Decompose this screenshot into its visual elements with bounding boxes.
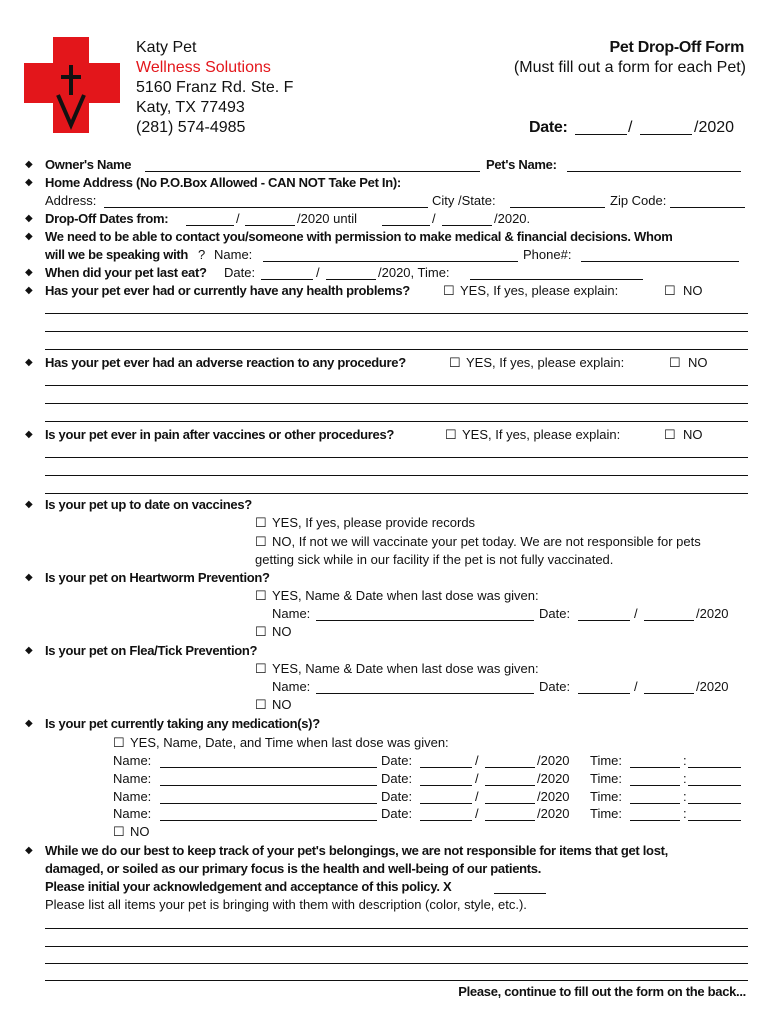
bullet-icon: ◆	[25, 177, 33, 188]
pain-no-checkbox[interactable]: ☐	[664, 427, 676, 442]
address-field[interactable]	[104, 207, 428, 208]
meds-month-field[interactable]	[420, 767, 472, 768]
contact-question-line1: We need to be able to contact you/someone with permission to make medical & financial decisions. Whom	[45, 229, 673, 244]
meds-sep: /	[475, 789, 479, 804]
meds-no-checkbox[interactable]: ☐	[113, 824, 125, 839]
pain-yes-checkbox[interactable]: ☐	[445, 427, 457, 442]
bullet-icon: ◆	[25, 845, 33, 856]
health-yes-label: YES, If yes, please explain:	[460, 283, 619, 298]
vaccines-yes-checkbox[interactable]: ☐	[255, 515, 267, 530]
adverse-explain-line[interactable]	[45, 385, 748, 386]
city-state-field[interactable]	[510, 207, 605, 208]
adverse-explain-line[interactable]	[45, 403, 748, 404]
meds-colon: :	[683, 771, 687, 786]
meds-month-field[interactable]	[420, 785, 472, 786]
flea-day-field[interactable]	[644, 693, 694, 694]
heartworm-year: /2020	[696, 606, 729, 621]
date-year: /2020	[694, 119, 735, 136]
heartworm-question: Is your pet on Heartworm Prevention?	[45, 570, 270, 585]
meds-day-field[interactable]	[485, 803, 535, 804]
meds-sep: /	[475, 753, 479, 768]
pain-explain-line[interactable]	[45, 475, 748, 476]
meds-date-label: Date:	[381, 753, 413, 768]
date-month-field[interactable]	[575, 134, 627, 135]
contact-phone-field[interactable]	[581, 261, 739, 262]
flea-sep: /	[634, 679, 638, 694]
meds-date-label: Date:	[381, 806, 413, 821]
dropoff-sep: /	[236, 211, 240, 226]
footer-continue-note: Please, continue to fill out the form on the back...	[458, 984, 746, 999]
meds-hour-field[interactable]	[630, 820, 680, 821]
meds-time-label: Time:	[590, 771, 623, 786]
belongings-list-prompt: Please list all items your pet is bringing with them with description (color, style, etc.).	[45, 897, 527, 912]
vaccines-no-label: NO, If not we will vaccinate your pet today. We are not responsible for pets	[272, 534, 701, 549]
last-eat-year-time: /2020, Time:	[378, 265, 450, 280]
bullet-icon: ◆	[25, 499, 33, 510]
meds-time-label: Time:	[590, 806, 623, 821]
meds-minute-field[interactable]	[688, 785, 741, 786]
bullet-icon: ◆	[25, 267, 33, 278]
flea-question: Is your pet on Flea/Tick Prevention?	[45, 643, 258, 658]
heartworm-no-label: NO	[272, 624, 292, 639]
heartworm-name-field[interactable]	[316, 620, 534, 621]
belongings-policy-line1: While we do our best to keep track of your pet's belongings, we are not responsible for items that get lost,	[45, 843, 668, 858]
pain-yes-label: YES, If yes, please explain:	[462, 427, 621, 442]
dropoff-year: /2020.	[494, 211, 531, 226]
adverse-no-label: NO	[688, 355, 708, 370]
adverse-explain-line[interactable]	[45, 421, 748, 422]
belongings-policy-line2: damaged, or soiled as our primary focus is the health and well-being of our patients.	[45, 861, 542, 876]
flea-month-field[interactable]	[578, 693, 630, 694]
vaccines-no-checkbox[interactable]: ☐	[255, 534, 267, 549]
health-no-label: NO	[683, 283, 703, 298]
clinic-address-line1: 5160 Franz Rd. Ste. F	[136, 79, 294, 96]
bullet-icon: ◆	[25, 231, 33, 242]
contact-name-label: Name:	[214, 247, 253, 262]
meds-colon: :	[683, 806, 687, 821]
health-yes-checkbox[interactable]: ☐	[443, 283, 455, 298]
last-eat-date-label: Date:	[224, 265, 256, 280]
dropoff-to-day-field[interactable]	[442, 225, 492, 226]
meds-month-field[interactable]	[420, 803, 472, 804]
meds-name-label: Name:	[113, 771, 152, 786]
meds-day-field[interactable]	[485, 767, 535, 768]
health-question: Has your pet ever had or currently have any health problems?	[45, 283, 410, 298]
meds-year: /2020	[537, 789, 570, 804]
meds-minute-field[interactable]	[688, 820, 741, 821]
belongings-line[interactable]	[45, 963, 748, 964]
flea-year: /2020	[696, 679, 729, 694]
adverse-question: Has your pet ever had an adverse reaction to any procedure?	[45, 355, 406, 370]
meds-year: /2020	[537, 806, 570, 821]
last-eat-month-field[interactable]	[261, 279, 313, 280]
heartworm-date-label: Date:	[539, 606, 571, 621]
clinic-phone: (281) 574-4985	[136, 119, 246, 136]
bullet-icon: ◆	[25, 645, 33, 656]
heartworm-day-field[interactable]	[644, 620, 694, 621]
owner-name-field[interactable]	[145, 171, 480, 172]
health-no-checkbox[interactable]: ☐	[664, 283, 676, 298]
flea-date-label: Date:	[539, 679, 571, 694]
address-label: Address:	[45, 193, 97, 208]
pain-explain-line[interactable]	[45, 457, 748, 458]
last-eat-sep: /	[316, 265, 320, 280]
adverse-yes-checkbox[interactable]: ☐	[449, 355, 461, 370]
heartworm-yes-label: YES, Name & Date when last dose was given:	[272, 588, 539, 603]
contact-name-field[interactable]	[263, 261, 518, 262]
bullet-icon: ◆	[25, 159, 33, 170]
pet-name-label: Pet's Name:	[486, 157, 557, 172]
dropoff-from-day-field[interactable]	[245, 225, 295, 226]
pain-question: Is your pet ever in pain after vaccines or other procedures?	[45, 427, 395, 442]
meds-hour-field[interactable]	[630, 767, 680, 768]
clinic-address-line2: Katy, TX 77493	[136, 99, 245, 116]
meds-name-label: Name:	[113, 806, 152, 821]
adverse-yes-label: YES, If yes, please explain:	[466, 355, 625, 370]
dropoff-sep: /	[432, 211, 436, 226]
meds-day-field[interactable]	[485, 820, 535, 821]
health-explain-line[interactable]	[45, 349, 748, 350]
flea-name-field[interactable]	[316, 693, 534, 694]
zip-field[interactable]	[670, 207, 745, 208]
flea-yes-label: YES, Name & Date when last dose was given:	[272, 661, 539, 676]
health-explain-line[interactable]	[45, 313, 748, 314]
meds-hour-field[interactable]	[630, 785, 680, 786]
contact-question-line2: will we be speaking with	[45, 247, 189, 262]
bullet-icon: ◆	[25, 572, 33, 583]
dropoff-from-month-field[interactable]	[186, 225, 234, 226]
pet-name-field[interactable]	[567, 171, 741, 172]
meds-minute-field[interactable]	[688, 803, 741, 804]
contact-phone-label: Phone#:	[523, 247, 572, 262]
pain-no-label: NO	[683, 427, 703, 442]
meds-name-label: Name:	[113, 753, 152, 768]
bullet-icon: ◆	[25, 357, 33, 368]
date-sep: /	[628, 119, 633, 136]
city-state-label: City /State:	[432, 193, 496, 208]
date-day-field[interactable]	[640, 134, 692, 135]
initial-field[interactable]	[494, 893, 546, 894]
belongings-line[interactable]	[45, 928, 748, 929]
meds-colon: :	[683, 789, 687, 804]
clinic-logo	[24, 37, 120, 133]
meds-year: /2020	[537, 753, 570, 768]
form-title: Pet Drop-Off Form	[609, 39, 744, 56]
meds-name-field[interactable]	[160, 820, 377, 821]
meds-yes-label: YES, Name, Date, and Time when last dose was given:	[130, 735, 449, 750]
contact-question-mark: ?	[198, 247, 206, 262]
meds-name-field[interactable]	[160, 785, 377, 786]
meds-sep: /	[475, 806, 479, 821]
meds-name-label: Name:	[113, 789, 152, 804]
heartworm-name-label: Name:	[272, 606, 311, 621]
bullet-icon: ◆	[25, 285, 33, 296]
flea-no-label: NO	[272, 697, 292, 712]
meds-month-field[interactable]	[420, 820, 472, 821]
meds-date-label: Date:	[381, 789, 413, 804]
meds-date-label: Date:	[381, 771, 413, 786]
belongings-initial-prompt: Please initial your acknowledgement and acceptance of this policy. X	[45, 879, 452, 894]
meds-yes-checkbox[interactable]: ☐	[113, 735, 125, 750]
dropoff-until: /2020 until	[297, 211, 357, 226]
clinic-name: Katy Pet	[136, 39, 197, 56]
last-eat-day-field[interactable]	[326, 279, 376, 280]
adverse-no-checkbox[interactable]: ☐	[669, 355, 681, 370]
dropoff-label: Drop-Off Dates from:	[45, 211, 169, 226]
meds-year: /2020	[537, 771, 570, 786]
meds-day-field[interactable]	[485, 785, 535, 786]
last-eat-question: When did your pet last eat?	[45, 265, 207, 280]
zip-label: Zip Code:	[610, 193, 667, 208]
meds-no-label: NO	[130, 824, 150, 839]
form-subtitle: (Must fill out a form for each Pet)	[513, 59, 746, 76]
heartworm-yes-checkbox[interactable]: ☐	[255, 588, 267, 603]
date-label: Date:	[529, 119, 568, 136]
meds-name-field[interactable]	[160, 803, 377, 804]
meds-hour-field[interactable]	[630, 803, 680, 804]
clinic-subtitle: Wellness Solutions	[136, 59, 271, 76]
belongings-line[interactable]	[45, 980, 748, 981]
pain-explain-line[interactable]	[45, 493, 748, 494]
vaccines-question: Is your pet up to date on vaccines?	[45, 497, 252, 512]
flea-no-checkbox[interactable]: ☐	[255, 697, 267, 712]
meds-sep: /	[475, 771, 479, 786]
heartworm-sep: /	[634, 606, 638, 621]
last-eat-time-field[interactable]	[470, 279, 643, 280]
meds-minute-field[interactable]	[688, 767, 741, 768]
health-explain-line[interactable]	[45, 331, 748, 332]
flea-name-label: Name:	[272, 679, 311, 694]
flea-yes-checkbox[interactable]: ☐	[255, 661, 267, 676]
vaccines-yes-label: YES, If yes, please provide records	[272, 515, 476, 530]
vaccines-no-note: getting sick while in our facility if the pet is not fully vaccinated.	[255, 552, 614, 567]
meds-time-label: Time:	[590, 753, 623, 768]
home-address-heading: Home Address (No P.O.Box Allowed - CAN NOT Take Pet In):	[45, 175, 401, 190]
heartworm-no-checkbox[interactable]: ☐	[255, 624, 267, 639]
heartworm-month-field[interactable]	[578, 620, 630, 621]
bullet-icon: ◆	[25, 718, 33, 729]
meds-question: Is your pet currently taking any medication(s)?	[45, 716, 320, 731]
meds-colon: :	[683, 753, 687, 768]
belongings-line[interactable]	[45, 946, 748, 947]
meds-name-field[interactable]	[160, 767, 377, 768]
owner-name-label: Owner's Name	[45, 157, 132, 172]
bullet-icon: ◆	[25, 213, 33, 224]
bullet-icon: ◆	[25, 429, 33, 440]
meds-time-label: Time:	[590, 789, 623, 804]
dropoff-to-month-field[interactable]	[382, 225, 430, 226]
